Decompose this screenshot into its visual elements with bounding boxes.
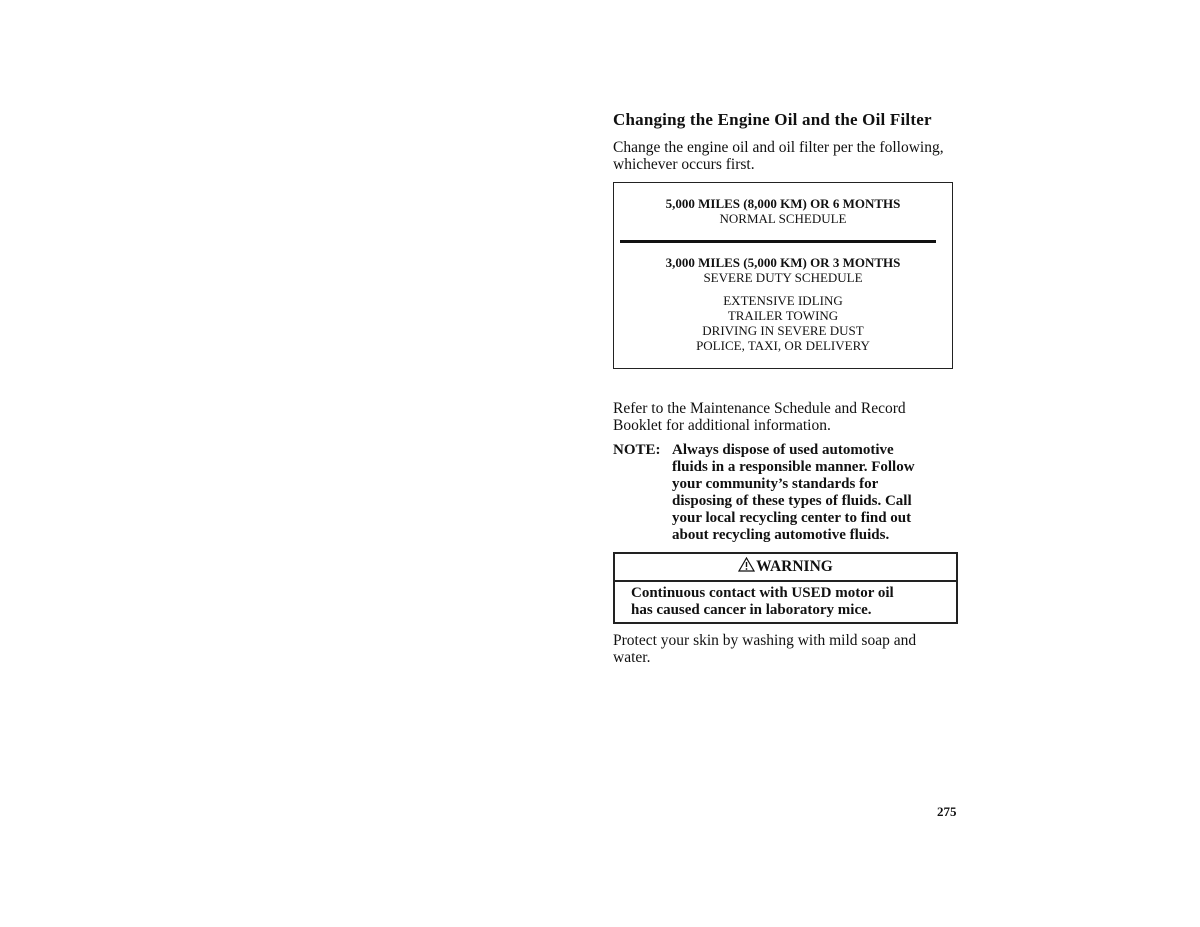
note-line: Always dispose of used automotive xyxy=(672,442,894,458)
protect-paragraph: Protect your skin by washing with mild soap and water. xyxy=(613,632,917,666)
severe-condition-item: EXTENSIVE IDLING xyxy=(723,293,843,308)
note-line: your local recycling center to find out xyxy=(672,510,912,526)
normal-interval: 5,000 MILES (8,000 KM) OR 6 MONTHS xyxy=(665,196,901,211)
warning-box xyxy=(613,552,958,624)
severe-condition-item: POLICE, TAXI, OR DELIVERY xyxy=(696,338,870,353)
warning-line: Continuous contact with USED motor oil xyxy=(631,585,894,601)
severe-condition-item: DRIVING IN SEVERE DUST xyxy=(702,323,864,338)
note-text xyxy=(672,442,958,544)
normal-schedule-label: NORMAL SCHEDULE xyxy=(719,211,847,226)
schedule-divider xyxy=(620,240,936,243)
section-heading: Changing the Engine Oil and the Oil Filter xyxy=(613,110,932,129)
note-line: fluids in a responsible manner. Follow xyxy=(672,459,915,475)
note-line: your community’s standards for xyxy=(672,476,879,492)
severe-interval: 3,000 MILES (5,000 KM) OR 3 MONTHS xyxy=(665,255,901,270)
severe-schedule xyxy=(614,255,952,285)
note-line: about recycling automotive fluids. xyxy=(672,527,890,543)
warning-line: has caused cancer in laboratory mice. xyxy=(631,602,872,618)
oil-change-schedule-box xyxy=(613,182,953,369)
page-number: 275 xyxy=(937,804,957,819)
intro-paragraph: Change the engine oil and oil filter per the following, whichever occurs first. xyxy=(613,139,944,173)
severe-conditions-list xyxy=(614,293,952,353)
severe-condition-item: TRAILER TOWING xyxy=(727,308,839,323)
warning-triangle-icon xyxy=(738,555,755,581)
normal-schedule xyxy=(614,196,952,226)
severe-schedule-label: SEVERE DUTY SCHEDULE xyxy=(703,270,863,285)
warning-title: WARNING xyxy=(756,558,833,575)
note-line: disposing of these types of fluids. Call xyxy=(672,493,912,509)
refer-paragraph: Refer to the Maintenance Schedule and Record Booklet for additional information. xyxy=(613,400,906,434)
note-label: NOTE: xyxy=(613,442,661,458)
warning-text xyxy=(631,585,951,619)
warning-header xyxy=(615,554,956,582)
